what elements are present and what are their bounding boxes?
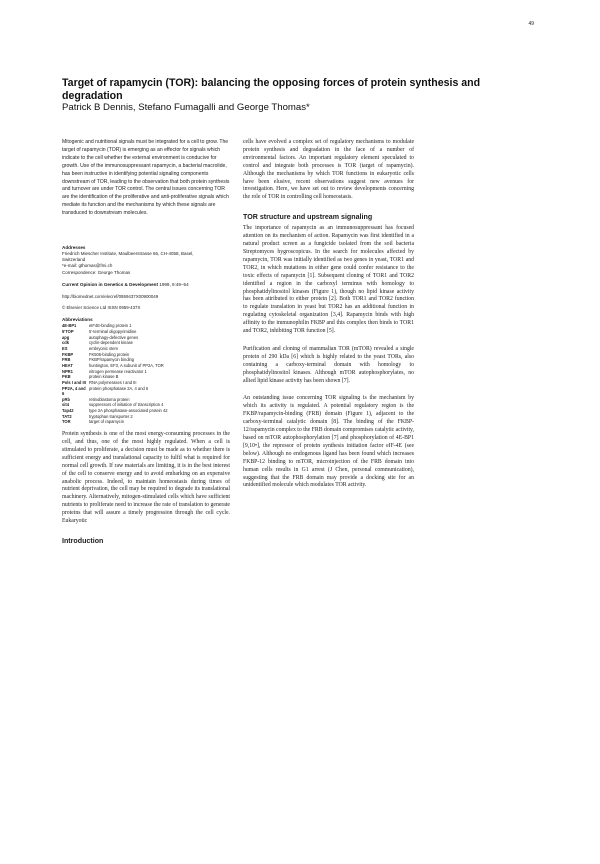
abbreviation-definition: protein kinase B — [89, 374, 119, 380]
abbreviation-definition: suppressors of initiation of transcription 4 — [89, 402, 164, 408]
article-url[interactable]: http://biomednet.com/elecref/0959437X00900049 — [62, 294, 159, 300]
abbreviation-term: ES — [62, 345, 68, 351]
addresses-heading: Addresses — [62, 245, 86, 251]
body-paragraph: The importance of rapamycin as an immunosuppressant has focused attention on its mechanism of action. Rapamycin was first identified in a natural product screen as a fungicide isolated from the soil bacteria Streptomyces hygroscopicus. In the search for molecules affected by rapamycin, TOR was initially identified as two genes in yeast, TOR1 and TOR2, in which mutations in either gene could confer resistance to the toxic effects of rapamycin [1]. Subsequent cloning of TOR1 and TOR2 identified a region in the carboxyl terminus with homology to phosphatidylinositol kinases (Figure 1), though no lipid kinase activity has been attributed to either protein [2]. Both TOR1 and TOR2 function to regulate translation in yeast but TOR2 has an additional function in regulating cytoskeletal organization [3,4]. Rapamycin binds with high affinity to the immunophilin FKBP and this complex then binds to TOR1 and TOR2, inhibiting TOR function [5]. — [243, 225, 414, 335]
abbreviation-definition: target of rapamycin — [89, 419, 125, 425]
abbreviations-table — [62, 323, 168, 425]
copyright: © Elsevier Science Ltd ISSN 0959-437X — [62, 305, 141, 311]
address-line: Switzerland — [62, 257, 86, 263]
page-number: 49 — [528, 21, 534, 27]
abbreviation-term: sit4 — [62, 402, 70, 408]
abbreviation-definition: huntington, EF3, A subunit of PP2A, TOR — [89, 362, 164, 368]
body-paragraph: cells have evolved a complex set of regulatory mechanisms to modulate protein synthesis and degradation in the face of a number of environmental factors. An important regulatory element speculated to control and integrate both processes is TOR (target of rapamycin). Although the mechanisms by which TOR functions in eukaryotic cells have been elusive, recent observations suggest new avenues for investigation. Here, we have set out to review developments concerning the role of TOR in controlling cell homeostasis. — [243, 139, 414, 201]
journal-citation — [62, 282, 230, 288]
abbreviations-heading: Abbreviations — [62, 317, 93, 323]
abbreviation-term: 4E-BP1 — [62, 323, 77, 329]
abbreviation-term: HEAT — [62, 362, 73, 368]
abbreviation-definition: RNA polymerases I and III — [89, 379, 137, 385]
abbreviation-term: apg — [62, 334, 70, 340]
abbreviation-term: pRb — [62, 396, 70, 402]
body-paragraph: Purification and cloning of mammalian TOR (mTOR) revealed a single protein of 290 kDa [6] which is highly related to the yeast TORs, also containing a carboxy-terminal domain with homology to phosphatidylinositol kinases. Although mTOR autophosphorylates, no allied lipid kinase activity has been shown [7]. — [243, 345, 414, 384]
abbreviation-row — [62, 419, 168, 425]
article-authors: Patrick B Dennis, Stefano Fumagalli and George Thomas* — [62, 102, 310, 113]
article-title: Target of rapamycin (TOR): balancing the opposing forces of protein synthesis and degradation — [62, 77, 481, 102]
abbreviation-term: FKBP — [62, 351, 74, 357]
abbreviation-term: TAT2 — [62, 413, 72, 419]
section-heading: TOR structure and upstream signaling — [243, 213, 373, 222]
right-column — [243, 139, 414, 490]
abbreviation-term: NPR1 — [62, 368, 73, 374]
abstract: Mitogenic and nutritional signals must be integrated for a cell to grow. The target of rapamycin (TOR) is emerging as an effector for signals which indicate to the cell whether the external environment is conducive for growth. Use of the immunosuppressant rapamycin, a bacterial macrolide, has been instructive in identifying potential signaling components downstream of TOR, leading to the observation that both protein synthesis and turnover are under TOR control. The central issues concerning TOR are the identification of the proliferative and anti-proliferative signals which mediate its function and the mechanisms by which these signals are transduced to downstream molecules. — [62, 139, 230, 217]
email-link[interactable]: *e-mail: gthomas@fmi.ch — [62, 263, 113, 269]
article-header — [62, 77, 502, 114]
correspondence-line: Correspondence: George Thomas — [62, 269, 131, 275]
abbreviation-definition: FK506-binding protein — [89, 351, 130, 357]
left-column — [62, 139, 230, 549]
abbreviation-term: TOR — [62, 419, 71, 425]
abbreviation-term: PP2A, 4 and 6 — [62, 385, 86, 397]
body-paragraph: An outstanding issue concerning TOR signaling is the mechanism by which its activity is regulated. A potential regulatory region is the FKBP/rapamycin-binding (FRB) domain (Figure 1), adjacent to the carboxy-terminal catalytic domain [8]. The binding of the FKBP-12/rapamycin complex to the FRB domain compromises catalytic activity, based on mTOR autophosphorylation [7] and phosphorylation of 4E-BP1 [9,10•], the repressor of protein synthesis initiation factor eIF-4E (see below). Although no endogenous ligand has been found which increases FKBP-12 binding to mTOR, microinjection of the FRB domain into human cells results in G1 arrest (J Chen, personal communication), suggesting that the FRB domain may provide a docking site for an unidentified molecule which modulates TOR activity. — [243, 395, 414, 489]
abbreviation-term: cdk — [62, 340, 70, 346]
abbreviation-row — [62, 386, 168, 397]
abbreviation-definition: nitrogen permease reactivator 1 — [89, 368, 147, 374]
abbreviation-definition: retinoblastoma protein — [89, 396, 130, 402]
abbreviation-definition: tryptophan transporter 2 — [89, 413, 133, 419]
abbreviation-definition: type 2A phosphatase-associated protein 42 — [89, 408, 168, 414]
abbreviation-definition: 5'-terminal oligopyrimidine — [89, 328, 137, 334]
introduction-heading: Introduction — [62, 536, 104, 545]
left-body-text: Protein synthesis is one of the most energy-consuming processes in the cell, and thus, one of the most highly regulated. When a cell is stimulated to proliferate, a decision must be made as to whether there is sufficient energy and translational capacity to fulfil what is required for normal cell growth. If raw materials are limiting, it is in the best interest of the cell to conserve energy and to avoid embarking on an expensive anabolic process. Indeed, to maintain homeostasis during times of nutrient deprivation, the cell may be required to degrade its translational machinery. Alternatively, mitogen-stimulated cells which have sufficient nutrients to proliferate need to increase the rate of translation to generate proteins that will assure a timely progression through the cell cycle. Eukaryotic — [62, 431, 230, 525]
address-line: Friedrich Miescher Institute, Maulbeerstrasse 66, CH-4058, Basel, — [62, 251, 194, 257]
abbreviation-definition: protein phosphatase 2A, 4 and 6 — [89, 385, 149, 391]
abbreviation-definition: autophagy-defective genes — [89, 334, 139, 340]
journal-name: Current Opinion in Genetics & Development — [62, 281, 158, 287]
address-block — [62, 251, 230, 276]
abbreviation-definition: FKBP/rapamycin binding — [89, 357, 135, 363]
abbreviation-term: Pols I and III — [62, 379, 86, 385]
abbreviation-term: 5'TOP — [62, 328, 74, 334]
abbreviation-definition: embryonic stem — [89, 345, 118, 351]
abbreviation-definition: eIF4E-binding protein 1 — [89, 323, 132, 329]
abbreviation-definition: cyclin-dependent kinase — [89, 340, 133, 346]
journal-ref: 1999, 9:49–54 — [157, 281, 189, 287]
abbreviation-term: FRB — [62, 357, 71, 363]
abbreviation-term: Tap42 — [62, 408, 74, 414]
abbreviation-term: PKB — [62, 374, 71, 380]
